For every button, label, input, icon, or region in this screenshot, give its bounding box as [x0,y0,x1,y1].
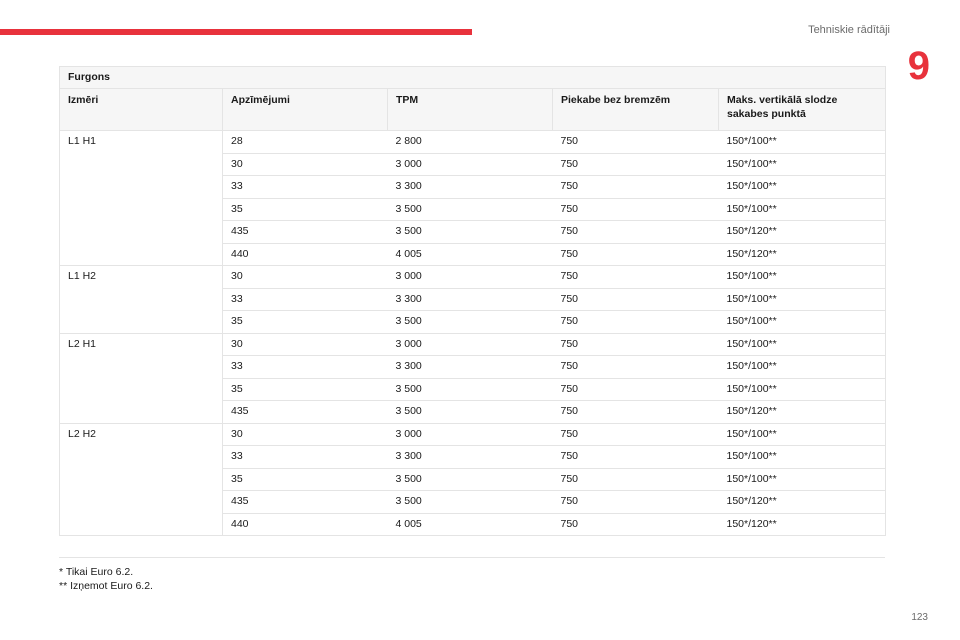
footnote-divider [59,557,885,558]
table-cell: 750 [553,131,719,154]
table-cell: 750 [553,491,719,514]
table-cell: 150*/120** [719,243,886,266]
table-cell: 150*/100** [719,153,886,176]
table-cell: 3 300 [388,176,553,199]
table-cell: 750 [553,378,719,401]
table-cell: 750 [553,468,719,491]
table-cell: 750 [553,446,719,469]
page-number: 123 [911,612,928,623]
table-cell: 4 005 [388,243,553,266]
table-title-row [60,67,886,89]
table-cell: 35 [223,468,388,491]
table-cell: 750 [553,513,719,536]
table-cell: 3 500 [388,491,553,514]
table-cell: 750 [553,288,719,311]
table-row [60,266,886,289]
table-cell: 150*/100** [719,311,886,334]
table-cell: 150*/120** [719,401,886,424]
table-cell: 150*/100** [719,288,886,311]
table-header-row [60,89,886,131]
table-cell: 4 005 [388,513,553,536]
column-header: Apzīmējumi [223,89,388,131]
column-header: TPM [388,89,553,131]
table-cell: 3 300 [388,446,553,469]
table-cell: 435 [223,401,388,424]
table-cell: 35 [223,378,388,401]
top-accent-bar [0,29,472,35]
table-cell: 3 500 [388,378,553,401]
table-cell: 33 [223,356,388,379]
table-cell: 750 [553,153,719,176]
table-cell: 750 [553,311,719,334]
table-cell: 150*/100** [719,333,886,356]
table-title: Furgons [60,67,886,89]
table-cell: 750 [553,198,719,221]
table-cell: 150*/100** [719,423,886,446]
table-cell: 3 500 [388,311,553,334]
spec-table [59,66,886,536]
table-cell: 3 500 [388,401,553,424]
table-cell: 750 [553,176,719,199]
size-cell: L1 H1 [60,131,223,266]
table-cell: 30 [223,423,388,446]
table-cell: 3 500 [388,198,553,221]
table-cell: 435 [223,491,388,514]
table-cell: 150*/100** [719,446,886,469]
table-cell: 750 [553,221,719,244]
column-header: Piekabe bez bremzēm [553,89,719,131]
table-cell: 3 500 [388,468,553,491]
table-cell: 150*/120** [719,513,886,536]
column-header: Maks. vertikālā slodze sakabes punktā [719,89,886,131]
table-cell: 150*/100** [719,468,886,491]
table-cell: 750 [553,356,719,379]
table-cell: 28 [223,131,388,154]
column-header: Izmēri [60,89,223,131]
table-cell: 750 [553,266,719,289]
table-cell: 35 [223,311,388,334]
table-row [60,131,886,154]
size-cell: L2 H2 [60,423,223,536]
table-cell: 150*/100** [719,378,886,401]
table-cell: 750 [553,243,719,266]
table-cell: 3 000 [388,266,553,289]
size-cell: L1 H2 [60,266,223,334]
table-cell: 33 [223,446,388,469]
table-cell: 435 [223,221,388,244]
table-row [60,423,886,446]
table-cell: 30 [223,153,388,176]
footnote: ** Izņemot Euro 6.2. [59,580,153,592]
table-cell: 750 [553,333,719,356]
table-cell: 3 000 [388,153,553,176]
table-cell: 3 300 [388,356,553,379]
table-cell: 150*/100** [719,176,886,199]
table-cell: 150*/100** [719,356,886,379]
table-cell: 750 [553,423,719,446]
table-cell: 150*/120** [719,491,886,514]
chapter-number: 9 [907,44,930,88]
table-cell: 3 300 [388,288,553,311]
table-cell: 3 000 [388,333,553,356]
table-cell: 30 [223,266,388,289]
table-cell: 2 800 [388,131,553,154]
table-cell: 35 [223,198,388,221]
table-cell: 440 [223,513,388,536]
table-cell: 30 [223,333,388,356]
table-cell: 750 [553,401,719,424]
footnote: * Tikai Euro 6.2. [59,566,134,578]
table-cell: 150*/100** [719,198,886,221]
table-cell: 150*/120** [719,221,886,244]
size-cell: L2 H1 [60,333,223,423]
table-cell: 150*/100** [719,131,886,154]
table-cell: 3 000 [388,423,553,446]
section-title: Tehniskie rādītāji [808,24,890,36]
table-cell: 33 [223,288,388,311]
table-cell: 440 [223,243,388,266]
table-row [60,333,886,356]
footnotes [59,565,153,593]
table-cell: 3 500 [388,221,553,244]
table-cell: 150*/100** [719,266,886,289]
table-cell: 33 [223,176,388,199]
